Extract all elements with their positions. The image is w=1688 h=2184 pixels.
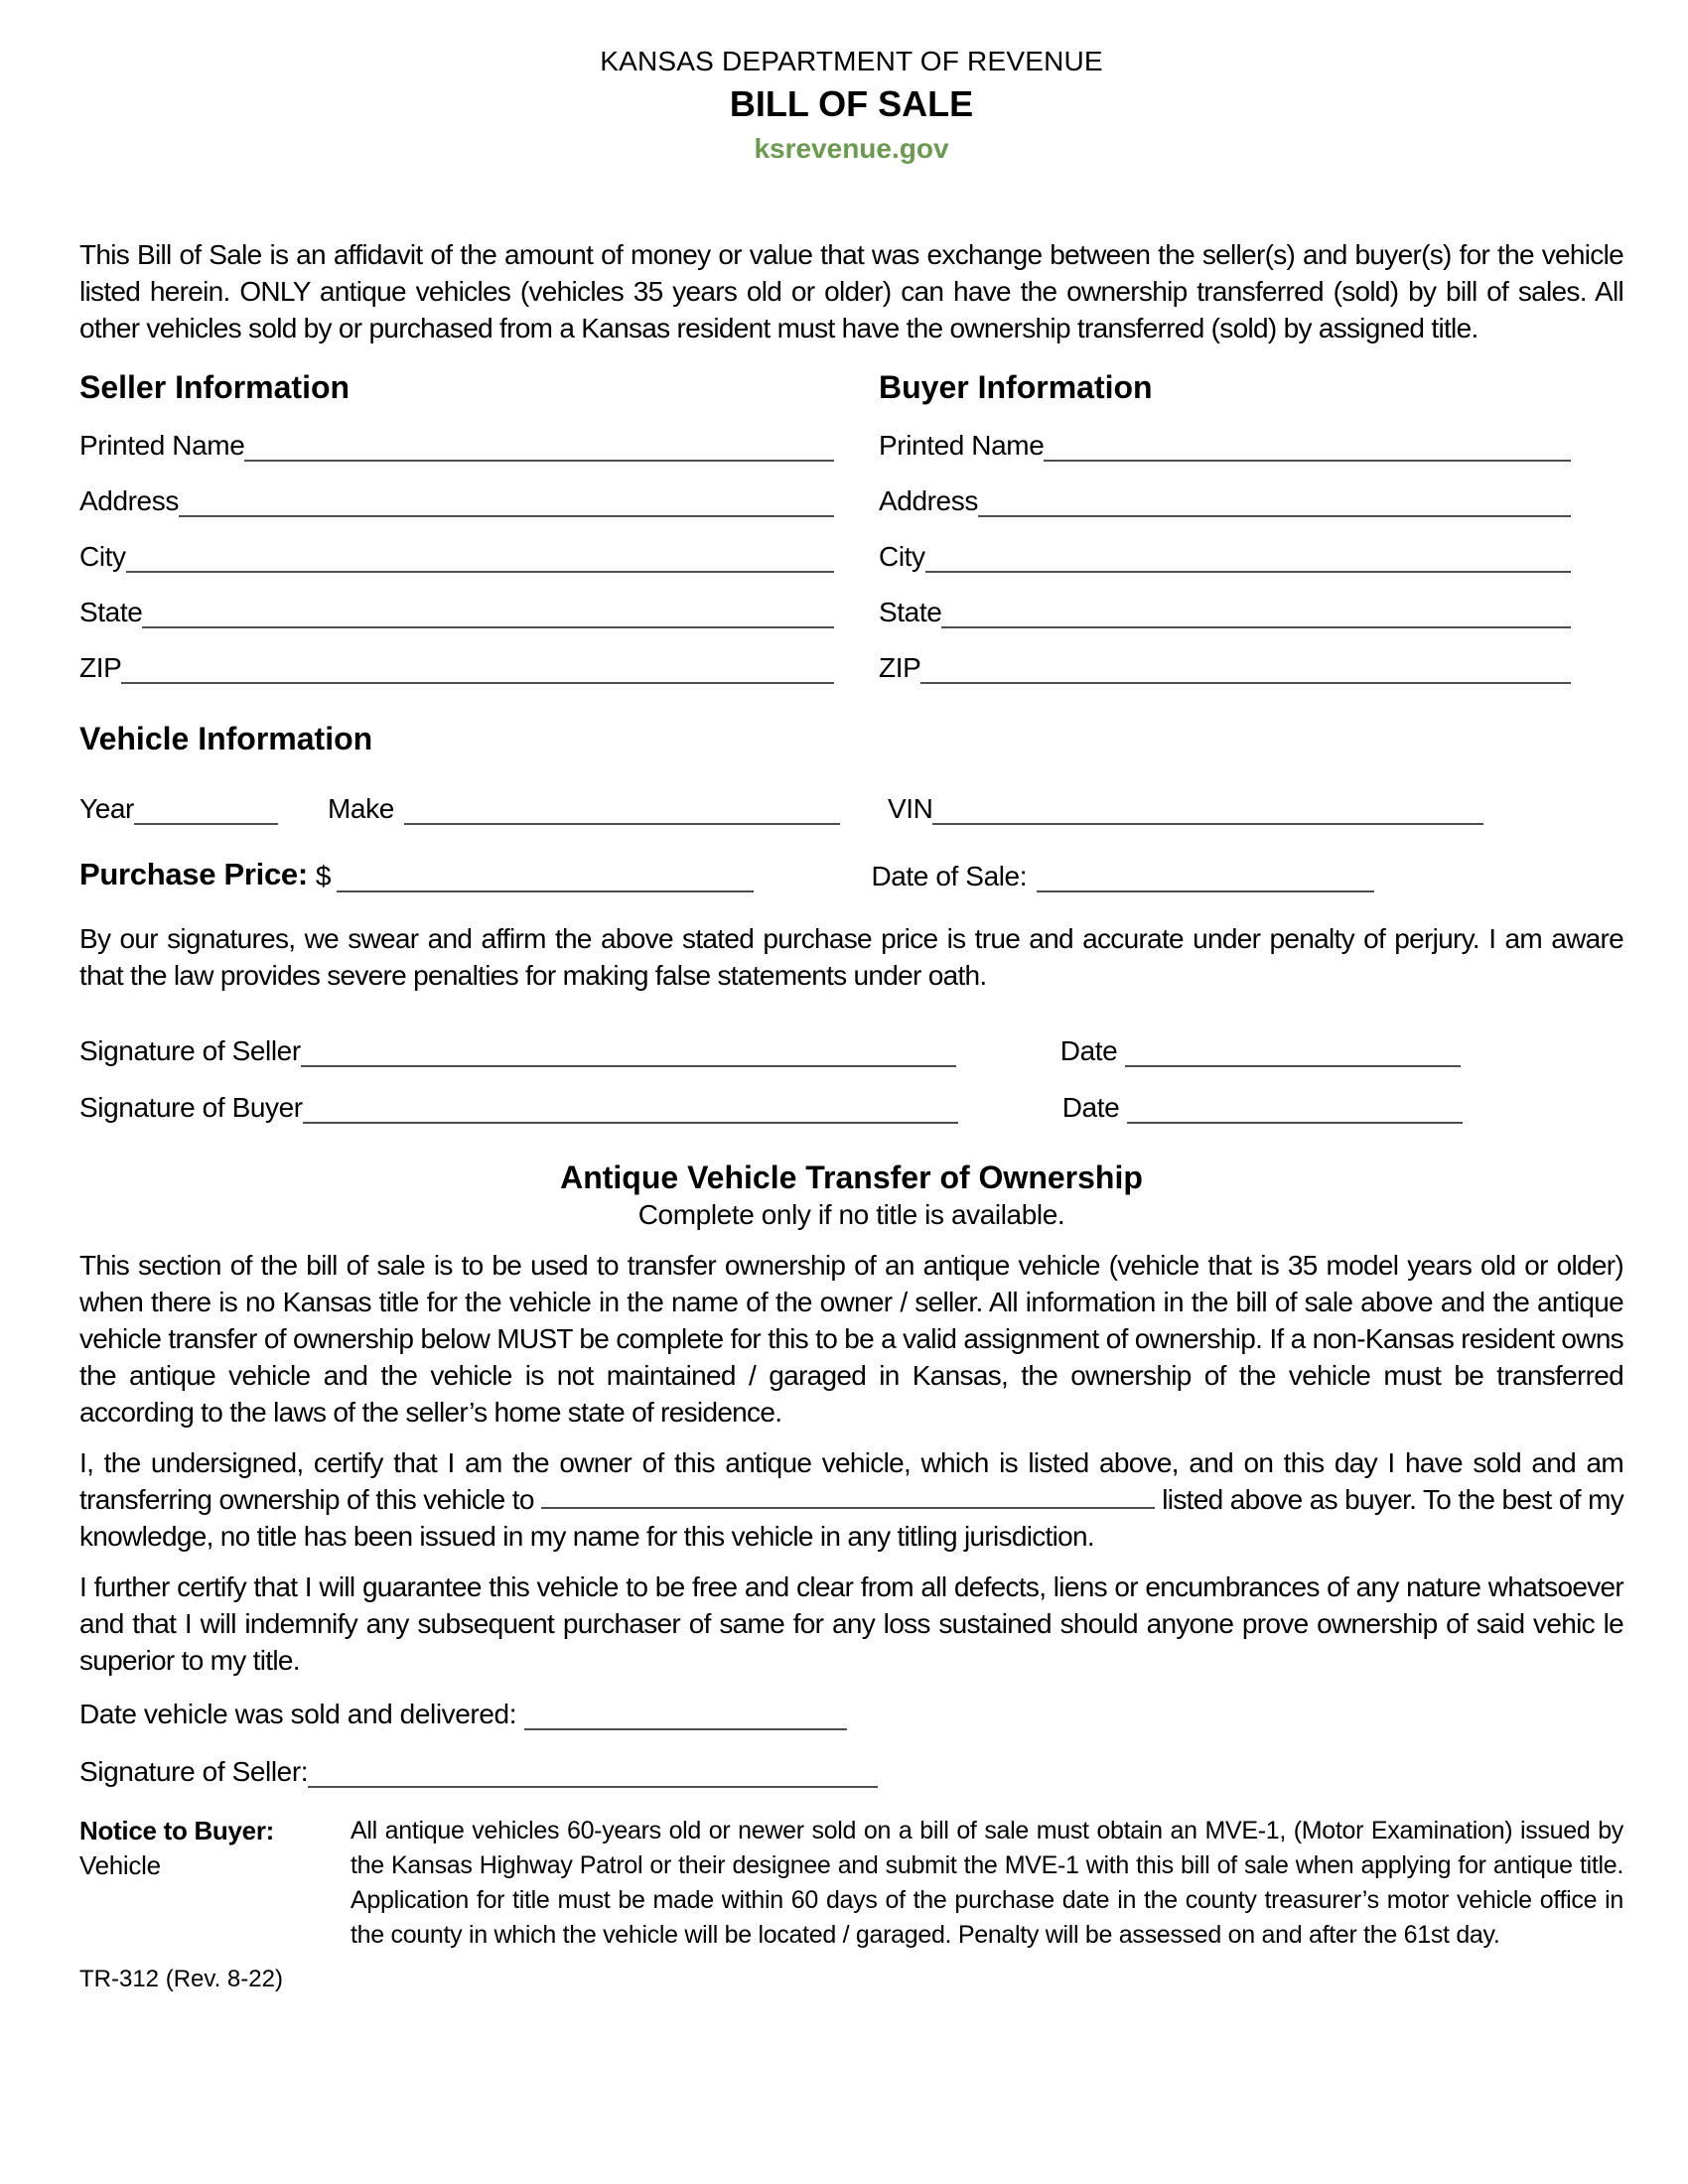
buyer-city-input[interactable] [925, 561, 1571, 573]
buyer-city-label: City [879, 541, 925, 572]
vehicle-make-input[interactable] [404, 813, 840, 825]
notice-to-buyer-label: Notice to Buyer: [79, 1816, 275, 1845]
seller-city-field [79, 517, 834, 573]
buyer-printed-name-input[interactable] [1044, 450, 1571, 462]
antique-section-subtitle: Complete only if no title is available. [637, 1199, 1065, 1230]
seller-city-label: City [79, 541, 126, 572]
antique-paragraph-3: I further certify that I will guarantee this vehicle to be free and clear from all defects, liens or encumbrances of any nature whatsoever and that I will indemnify any subsequent purchaser of same for any loss sustained should anyone prove ownership of said vehic le superior to my title. [79, 1571, 1623, 1676]
seller-state-input[interactable] [142, 616, 834, 628]
date-sold-label: Date vehicle was sold and delivered: [79, 1699, 517, 1729]
seller-printed-name-input[interactable] [244, 450, 834, 462]
seller-state-field [79, 573, 834, 628]
vehicle-vin-field [888, 793, 1483, 825]
buyer-state-input[interactable] [941, 616, 1571, 628]
seller-address-field [79, 462, 834, 517]
form-title: BILL OF SALE [729, 83, 974, 124]
buyer-heading: Buyer Information [879, 369, 1153, 405]
buyer-address-label: Address [879, 485, 978, 516]
notice-vehicle-label: Vehicle [79, 1850, 161, 1880]
seller-address-input[interactable] [179, 505, 834, 517]
seller-signature-label: Signature of Seller [79, 1035, 301, 1066]
notice-to-buyer-section [79, 1814, 1623, 1953]
vehicle-heading: Vehicle Information [79, 721, 373, 756]
intro-paragraph: This Bill of Sale is an affidavit of the amount of money or value that was exchange between the seller(s) and buyer(s) for the vehicle listed herein. ONLY antique vehicles (vehicles 35 years old or older) can have the ownership transferred (sold) by bill of sales. All other vehicles sold by or purchased from a Kansas resident must have the ownership transferred (sold) by assigned title. [79, 239, 1623, 343]
antique-paragraph-1: This section of the bill of sale is to be used to transfer ownership of an antique vehicle (vehicle that is 35 model years old or older) when there is no Kansas title for the vehicle in the name of the owner / seller. All information in the bill of sale above and the antique vehicle transfer of ownership below MUST be complete for this to be a valid assignment of ownership. If a non-Kansas resident owns the antique vehicle and the vehicle is not maintained / garaged in Kansas, the ownership of the vehicle must be transferred according to the laws of the seller’s home state of residence. [79, 1250, 1623, 1428]
notice-text: All antique vehicles 60-years old or newer sold on a bill of sale must obtain an MVE-1, (Motor Examination) issued by the Kansas Highway Patrol or their designee and submit the MVE-1 with this bill of sale when applying for antique title. Application for title must be made within 60 days of the purchase date in the county treasurer’s motor vehicle office in the county in which the vehicle will be located / garaged. Penalty will be assessed on and after the 61st day. [351, 1817, 1623, 1949]
seller-heading: Seller Information [79, 369, 351, 405]
seller-zip-field [79, 628, 834, 684]
seller-signature-input[interactable] [301, 1055, 956, 1067]
antique-seller-signature-row [79, 1748, 1623, 1788]
seller-date-input[interactable] [1125, 1055, 1461, 1067]
seller-address-label: Address [79, 485, 179, 516]
date-of-sale-input[interactable] [1037, 881, 1374, 892]
buyer-section [879, 368, 1571, 684]
purchase-price-row [79, 845, 1623, 892]
certify-text-part1: I, the undersigned, certify that I am the owner of this antique vehicle, which is listed above, and on this day I have sold and am transferring ownership of this vehicle to [79, 1447, 1623, 1515]
buyer-address-input[interactable] [978, 505, 1571, 517]
vehicle-vin-label: VIN [888, 793, 933, 824]
buyer-zip-input[interactable] [920, 672, 1571, 684]
buyer-date-label: Date [1061, 1092, 1120, 1123]
dollar-sign: $ [315, 861, 332, 891]
form-number: TR-312 (Rev. 8-22) [79, 1966, 283, 1992]
date-sold-input[interactable] [524, 1718, 847, 1730]
transferee-name-input[interactable] [541, 1481, 1155, 1509]
seller-zip-label: ZIP [79, 652, 122, 683]
seller-state-label: State [79, 597, 143, 627]
vehicle-year-input[interactable] [134, 813, 278, 825]
buyer-zip-label: ZIP [879, 652, 921, 683]
parties-section [79, 368, 1623, 684]
vehicle-row [79, 757, 1623, 825]
antique-section-title: Antique Vehicle Transfer of Ownership [560, 1160, 1143, 1195]
website-link[interactable]: ksrevenue.gov [754, 133, 949, 164]
buyer-printed-name-field [879, 406, 1571, 462]
department-name: KANSAS DEPARTMENT OF REVENUE [600, 46, 1103, 76]
vehicle-year-field [79, 793, 278, 825]
buyer-address-field [879, 462, 1571, 517]
buyer-signature-label: Signature of Buyer [79, 1092, 303, 1123]
buyer-state-label: State [879, 597, 942, 627]
affirmation-paragraph: By our signatures, we swear and affirm the above stated purchase price is true and accurate under penalty of perjury. I am aware that the law provides severe penalties for making false statements under oath. [79, 923, 1623, 991]
notice-label-column [79, 1814, 351, 1953]
buyer-state-field [879, 573, 1571, 628]
seller-city-input[interactable] [126, 561, 834, 573]
seller-date-label: Date [1059, 1035, 1118, 1066]
seller-signature-row [79, 1016, 1623, 1067]
seller-zip-input[interactable] [121, 672, 834, 684]
seller-printed-name-field [79, 406, 834, 462]
form-header [79, 46, 1623, 165]
vehicle-year-label: Year [79, 793, 134, 824]
antique-seller-signature-label: Signature of Seller: [79, 1756, 309, 1787]
date-sold-row [79, 1695, 1623, 1730]
buyer-signature-input[interactable] [303, 1112, 958, 1124]
vehicle-vin-input[interactable] [932, 813, 1483, 825]
buyer-zip-field [879, 628, 1571, 684]
purchase-price-input[interactable] [337, 881, 754, 892]
buyer-printed-name-label: Printed Name [879, 430, 1045, 461]
buyer-signature-row [79, 1067, 1623, 1124]
buyer-city-field [879, 517, 1571, 573]
vehicle-make-field [328, 793, 840, 825]
seller-section [79, 368, 834, 684]
seller-printed-name-label: Printed Name [79, 430, 245, 461]
certify-text-part2: listed above as buyer. To the best of my knowledge, no title has been issued in my name for this vehicle in any titling jurisdiction. [79, 1484, 1623, 1552]
date-of-sale-label: Date of Sale: [871, 861, 1028, 891]
antique-certify-paragraph [79, 1444, 1623, 1555]
purchase-price-label: Purchase Price: [79, 857, 308, 891]
antique-seller-signature-input[interactable] [308, 1776, 878, 1788]
vehicle-make-label: Make [328, 793, 394, 824]
buyer-date-input[interactable] [1127, 1112, 1463, 1124]
